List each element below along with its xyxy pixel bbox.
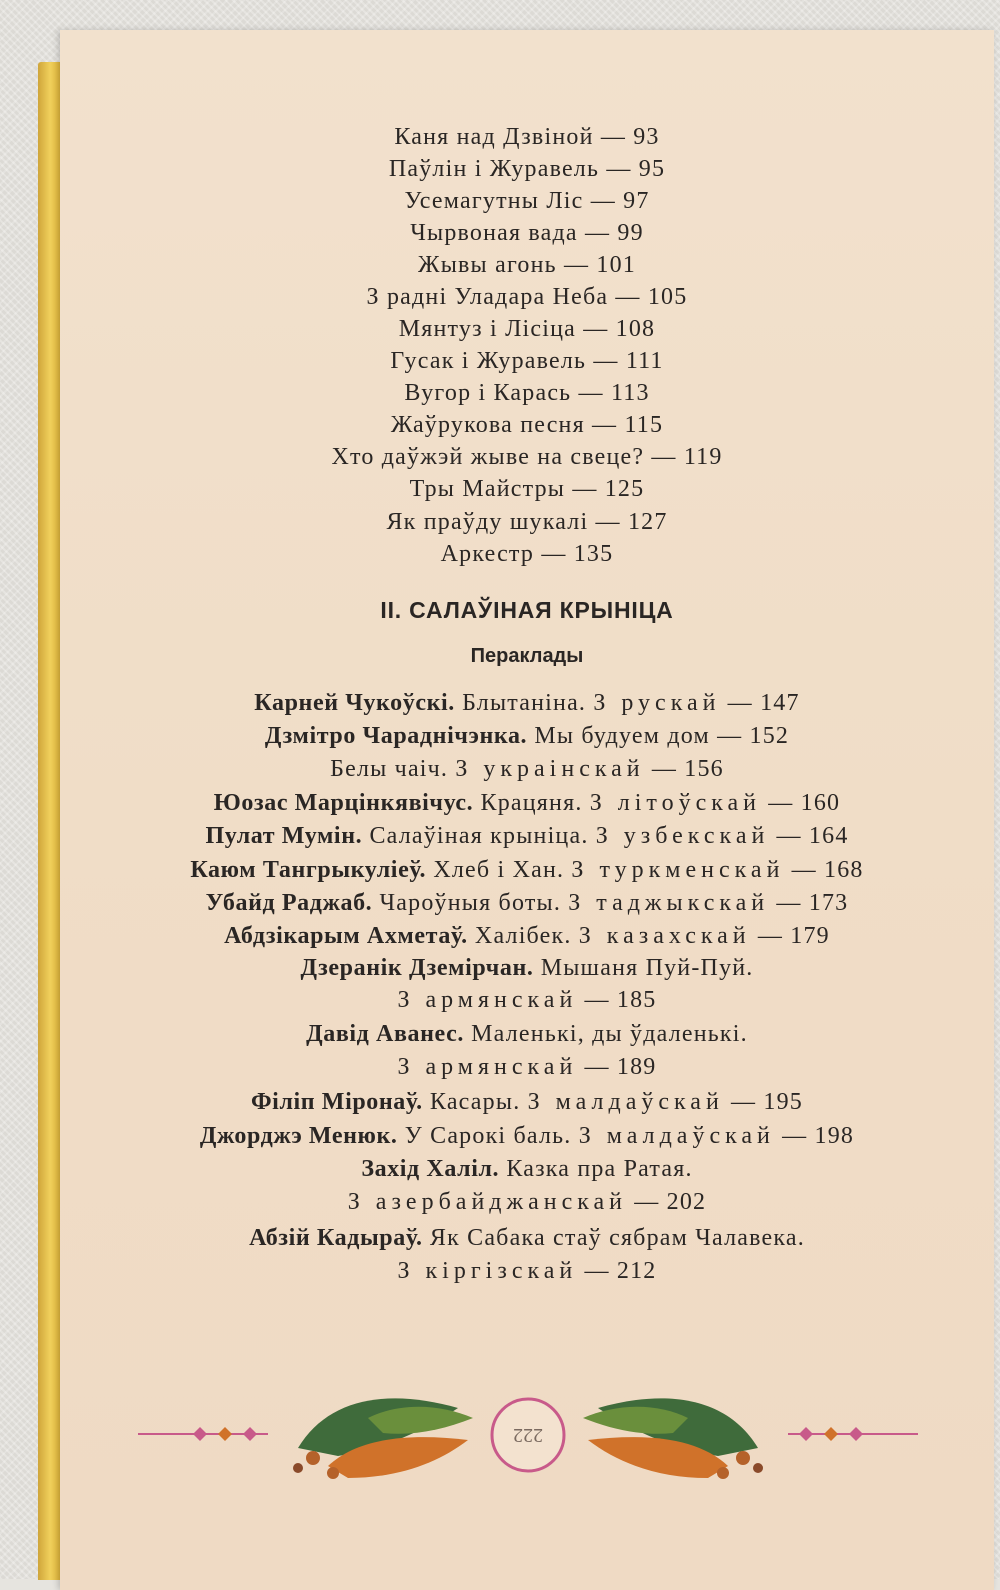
toc-entry: Мянтуз і Лісіца — 108	[398, 316, 656, 342]
toc-entry: Вугор і Карась — 113	[404, 380, 650, 406]
toc-entry: Захід Халіл. Казка пра Ратая.	[361, 1156, 693, 1182]
toc-entry: Жаўрукова песня — 115	[390, 412, 664, 438]
footer-ornament	[138, 1378, 918, 1498]
toc-entry: Давід Аванес. Маленькі, ды ўдаленькі.	[306, 1021, 748, 1047]
toc-entry: Абдзікарым Ахметаў. Халібек. З казахскай — 179	[224, 923, 830, 949]
section-subtitle: Пераклады	[470, 645, 584, 667]
toc-entry: Джорджэ Менюк. У Сарокі баль. З малдаўскай — 198	[199, 1123, 855, 1149]
book-page	[60, 30, 994, 1590]
toc-entry: Юозас Марцінкявічус. Крацяня. З літоўскай — 160	[213, 790, 841, 816]
toc-entry: З радні Уладара Неба — 105	[366, 284, 688, 310]
toc-entry: Тры Майстры — 125	[409, 476, 645, 502]
leaf-cluster-right-icon	[583, 1398, 763, 1479]
toc-entry: Дзмітро Чараднічэнка. Мы будуем дом — 152	[264, 723, 790, 749]
ornament-rule-left	[138, 1427, 268, 1441]
toc-entry-continued: З кіргізскай — 212	[397, 1258, 657, 1284]
toc-entry-continued: З азербайджанскай — 202	[347, 1189, 707, 1215]
toc-entry: Дзеранік Дземірчан. Мышаня Пуй-Пуй.	[300, 955, 754, 981]
section-title: II. САЛАЎІНАЯ КРЫНІЦА	[380, 597, 674, 623]
toc-entry: Белы чаіч. З украінскай — 156	[330, 756, 724, 782]
toc-entry: Як праўду шукалі — 127	[386, 509, 668, 535]
toc-entry: Філіп Міронаў. Касары. З малдаўскай — 195	[250, 1089, 804, 1115]
toc-entry-continued: З армянскай — 189	[397, 1054, 657, 1080]
toc-entry: Паўлін і Журавель — 95	[388, 156, 666, 182]
toc-entry: Каня над Дзвіной — 93	[394, 124, 660, 150]
toc-entry: Убайд Раджаб. Чароўныя боты. З таджыкскай — 173	[205, 890, 849, 916]
toc-entry-continued: З армянскай — 185	[397, 987, 657, 1013]
toc-entry: Жывы агонь — 101	[418, 252, 636, 278]
toc-entry: Усемагутны Ліс — 97	[404, 188, 650, 214]
toc-entry: Абзій Кадыраў. Як Сабака стаў сябрам Чалавека.	[249, 1225, 805, 1251]
toc-entry: Чырвоная вада — 99	[410, 220, 644, 246]
ornament-rule-right	[788, 1427, 918, 1441]
toc-entry: Аркестр — 135	[440, 541, 614, 567]
page-number: 222	[513, 1424, 543, 1446]
toc-entry: Каюм Тангрыкулiеў. Хлеб і Хан. З туркменскай — 168	[190, 857, 864, 883]
toc-entry: Карней Чукоўскі. Блытаніна. З рускай — 147	[254, 690, 800, 716]
toc-entry: Пулат Мумін. Салаўіная крыніца. З узбекскай — 164	[205, 823, 849, 849]
toc-entry: Гусак і Журавель — 111	[390, 348, 664, 374]
toc-entry: Хто даўжэй жыве на свеце? — 119	[331, 444, 723, 470]
leaf-cluster-left-icon	[293, 1398, 473, 1479]
